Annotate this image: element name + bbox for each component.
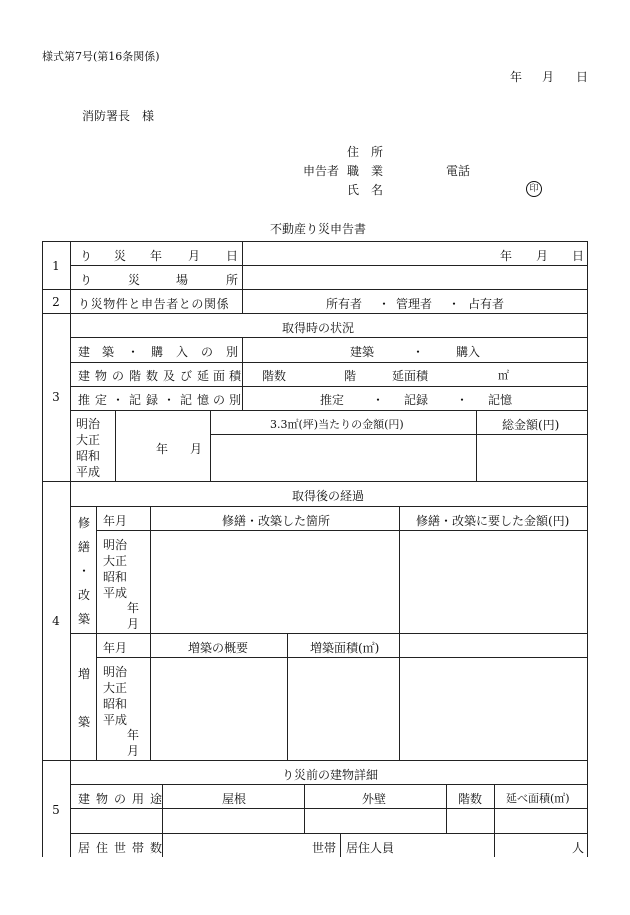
repair-year-unit: 年 (127, 601, 140, 615)
extension-area-field[interactable] (288, 658, 398, 759)
separator: ・ (412, 345, 425, 359)
date-day: 日 (576, 70, 589, 84)
separator: ・ (456, 393, 469, 407)
households-unit: 世帯 (312, 841, 337, 855)
incident-date-field[interactable] (243, 266, 587, 289)
repair-month-unit: 月 (127, 617, 140, 631)
form-number: 様式第7号(第16条関係) (42, 50, 160, 63)
wall-header: 外壁 (362, 792, 387, 806)
extension-area-header: 増築面積(㎡) (310, 641, 380, 655)
option-record[interactable]: 記録 (404, 393, 429, 407)
unit-price-header: 3.3㎡(坪)当たりの金額(円) (270, 418, 404, 431)
option-purchase[interactable]: 購入 (456, 345, 481, 359)
section-5-number: 5 (52, 803, 60, 817)
applicant-label: 申告者 (303, 164, 340, 178)
occupation-label: 職 業 (347, 164, 384, 178)
total-area-header: 延べ面積(㎡) (506, 792, 570, 805)
extension-summary-field[interactable] (151, 658, 286, 759)
extension-ym-header: 年月 (103, 641, 128, 655)
repair-place-field[interactable] (151, 531, 398, 632)
section-1-number: 1 (52, 259, 60, 273)
wall-field[interactable] (305, 809, 445, 832)
section-2-number: 2 (52, 295, 60, 309)
seal-icon: 印 (526, 181, 542, 197)
section-4-number: 4 (52, 614, 60, 628)
total-amount-header: 総金額(円) (502, 418, 560, 432)
repair-ym-header: 年月 (103, 514, 128, 528)
option-estimate[interactable]: 推定 (320, 393, 345, 407)
extension-summary-header: 増築の概要 (188, 641, 249, 655)
acquisition-heading: 取得時の状況 (282, 321, 355, 335)
phone-label: 電話 (446, 164, 471, 178)
acq-month-unit: 月 (190, 442, 203, 456)
option-build[interactable]: 建築 (350, 345, 375, 359)
residents-unit: 人 (572, 841, 585, 855)
roof-field[interactable] (163, 809, 303, 832)
floors-unit: 階 (344, 369, 357, 383)
address-label: 住 所 (347, 145, 384, 159)
relationship-label: り災物件と申告者との関係 (78, 297, 230, 311)
acq-year-unit: 年 (156, 442, 169, 456)
residents-label: 居住人員 (346, 841, 395, 855)
incident-date-year: 年 (500, 249, 513, 263)
document-title: 不動産り災申告書 (270, 222, 367, 236)
repair-cost-field[interactable] (400, 531, 586, 632)
extension-year-unit: 年 (127, 728, 140, 742)
total-area-field[interactable] (495, 809, 586, 832)
extension-month-unit: 月 (127, 744, 140, 758)
repair-cost-header: 修繕・改築に要した金額(円) (416, 514, 570, 528)
incident-date-day: 日 (572, 249, 585, 263)
repair-place-header: 修繕・改築した箇所 (222, 514, 331, 528)
pre-damage-heading: り災前の建物詳細 (282, 768, 379, 782)
total-amount-field[interactable] (477, 435, 586, 480)
name-label: 氏 名 (347, 183, 384, 197)
option-memory[interactable]: 記憶 (488, 393, 513, 407)
date-year: 年 (510, 70, 523, 84)
roof-header: 屋根 (222, 792, 247, 806)
floors-label: 階数 (262, 369, 287, 383)
residents-field[interactable] (495, 834, 565, 856)
building-use-field[interactable] (71, 809, 161, 832)
incident-date-month: 月 (536, 249, 549, 263)
date-month: 月 (542, 70, 555, 84)
addressee: 消防署長 様 (82, 109, 155, 123)
seal-mark (526, 180, 542, 197)
floor-area-label: 延面積 (392, 369, 429, 383)
section-3-number: 3 (52, 390, 60, 404)
floors-field[interactable] (447, 809, 493, 832)
floor-area-unit: ㎡ (498, 369, 509, 382)
separator: ・ (372, 393, 385, 407)
floors-header: 階数 (458, 792, 483, 806)
unit-price-field[interactable] (211, 435, 475, 480)
households-field[interactable] (163, 834, 303, 856)
after-acquisition-heading: 取得後の経過 (292, 489, 365, 503)
